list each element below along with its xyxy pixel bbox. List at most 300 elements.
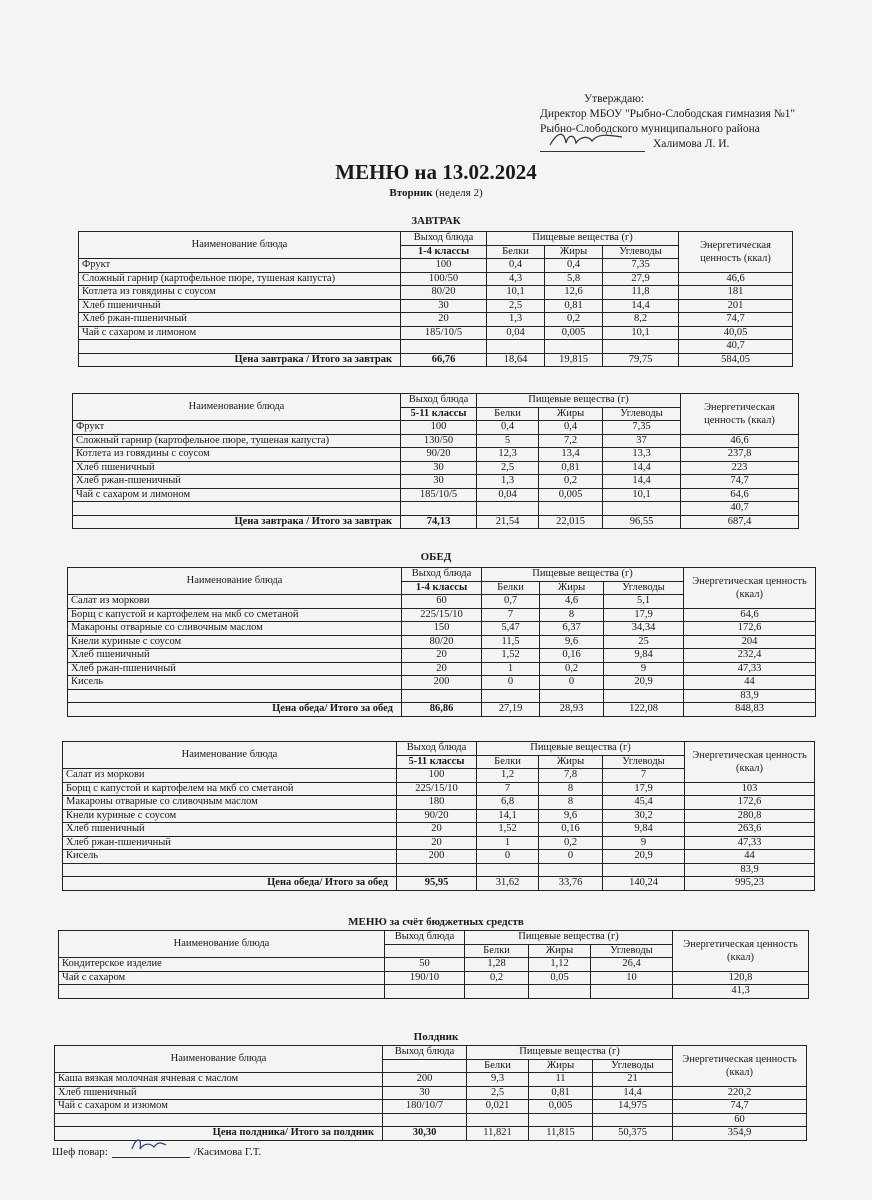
dish-energy: 237,8: [681, 448, 799, 462]
dish-yield: 180/10/7: [383, 1100, 467, 1114]
dish-yield: 190/10: [385, 971, 465, 985]
dish-carbs: [603, 863, 685, 877]
header-yield: Выход блюда: [385, 931, 465, 945]
dish-protein: 0,04: [477, 488, 539, 502]
header-energy: Энергетическая ценность (ккал): [681, 394, 799, 435]
dish-fat: 13,4: [539, 448, 603, 462]
dish-fat: 7,8: [539, 769, 603, 783]
dish-name: Кисель: [63, 850, 397, 864]
dish-protein: 2,5: [477, 461, 539, 475]
dish-carbs: 17,9: [604, 608, 684, 622]
menu-table: [78, 231, 793, 367]
total-price: 74,13: [401, 515, 477, 529]
dish-fat: 7,2: [539, 434, 603, 448]
header-carbs: Углеводы: [604, 581, 684, 595]
dish-row: [68, 622, 816, 636]
total-energy: 848,83: [684, 703, 816, 717]
header-protein: Белки: [477, 755, 539, 769]
dish-row: [68, 635, 816, 649]
dish-protein: 14,1: [477, 809, 539, 823]
dish-protein: 1: [482, 662, 540, 676]
dish-energy: 60: [673, 1113, 807, 1127]
menu-table: [72, 393, 799, 529]
header-yield: Выход блюда: [383, 1046, 467, 1060]
total-label: Цена обеда/ Итого за обед: [68, 703, 402, 717]
dish-protein: 0: [477, 850, 539, 864]
total-fat: 11,815: [529, 1127, 593, 1141]
dish-row: [73, 461, 799, 475]
menu-table: [67, 567, 816, 717]
dish-fat: 0: [540, 676, 604, 690]
dish-row: [73, 434, 799, 448]
dish-row: [73, 488, 799, 502]
header-fat: Жиры: [539, 755, 603, 769]
section-snack: Полдник: [413, 1031, 459, 1043]
dish-energy: 263,6: [685, 823, 815, 837]
total-row: [79, 353, 793, 367]
total-price: 95,95: [397, 877, 477, 891]
dish-name: Хлеб ржан-пшеничный: [73, 475, 401, 489]
header-energy: Энергетическая ценность (ккал): [684, 568, 816, 609]
dish-fat: 0,005: [545, 326, 603, 340]
dish-energy: 232,4: [684, 649, 816, 663]
dish-protein: 0,4: [487, 259, 545, 273]
dish-protein: 1,2: [477, 769, 539, 783]
dish-fat: 0,2: [540, 662, 604, 676]
dish-carbs: 21: [593, 1073, 673, 1087]
chef-signature-block: [52, 1143, 261, 1158]
total-label: Цена завтрака / Итого за завтрак: [73, 515, 401, 529]
dish-yield: 130/50: [401, 434, 477, 448]
dish-protein: 4,3: [487, 272, 545, 286]
signature-icon: [548, 129, 628, 151]
dish-carbs: 14,4: [593, 1086, 673, 1100]
dish-row: [59, 971, 809, 985]
dish-energy: 64,6: [681, 488, 799, 502]
dish-fat: 0,005: [529, 1100, 593, 1114]
header-row: [68, 568, 816, 582]
dish-carbs: 13,3: [603, 448, 681, 462]
dish-carbs: 25: [604, 635, 684, 649]
total-energy: 354,9: [673, 1127, 807, 1141]
header-dish-name: Наименование блюда: [59, 931, 385, 958]
dish-protein: 0,2: [465, 971, 529, 985]
dish-fat: 8: [539, 796, 603, 810]
header-fat: Жиры: [540, 581, 604, 595]
header-row: [63, 742, 815, 756]
dish-name: Чай с сахаром и лимоном: [73, 488, 401, 502]
dish-energy: 120,8: [673, 971, 809, 985]
dish-fat: 0,81: [539, 461, 603, 475]
dish-fat: 0: [539, 850, 603, 864]
approval-line-3: Рыбно-Слободского муниципального района: [540, 123, 760, 135]
dish-carbs: 9: [604, 662, 684, 676]
dish-energy: 204: [684, 635, 816, 649]
header-row: [55, 1046, 807, 1060]
dish-protein: 1,52: [477, 823, 539, 837]
dish-protein: 12,3: [477, 448, 539, 462]
dish-protein: 1,3: [477, 475, 539, 489]
dish-carbs: 9,84: [603, 823, 685, 837]
dish-row: [63, 782, 815, 796]
dish-yield: 60: [402, 595, 482, 609]
total-protein: 21,54: [477, 515, 539, 529]
dish-row: [79, 286, 793, 300]
header-dish-name: Наименование блюда: [55, 1046, 383, 1073]
dish-name: [55, 1113, 383, 1127]
dish-carbs: 45,4: [603, 796, 685, 810]
header-energy: Энергетическая ценность (ккал): [679, 232, 793, 273]
dish-row: [55, 1100, 807, 1114]
dish-name: Салат из моркови: [68, 595, 402, 609]
dish-yield: 185/10/5: [401, 326, 487, 340]
dish-row: [68, 608, 816, 622]
dish-yield: [397, 863, 477, 877]
dish-protein: 1: [477, 836, 539, 850]
dish-carbs: 27,9: [603, 272, 679, 286]
dish-fat: 11: [529, 1073, 593, 1087]
dish-energy: 40,7: [679, 340, 793, 354]
dish-protein: [487, 340, 545, 354]
subtitle-day: Вторник: [389, 187, 433, 199]
header-dish-name: Наименование блюда: [63, 742, 397, 769]
dish-name: Хлеб ржан-пшеничный: [68, 662, 402, 676]
dish-protein: [467, 1113, 529, 1127]
approval-block: [540, 92, 840, 152]
total-carbs: 50,375: [593, 1127, 673, 1141]
dish-carbs: 9,84: [604, 649, 684, 663]
header-yield: Выход блюда: [402, 568, 482, 582]
dish-name: Кондитерское изделие: [59, 958, 385, 972]
dish-energy: 44: [685, 850, 815, 864]
header-yield: Выход блюда: [401, 394, 477, 408]
dish-name: Хлеб пшеничный: [79, 299, 401, 313]
dish-carbs: 9: [603, 836, 685, 850]
dish-yield: 200: [402, 676, 482, 690]
section-breakfast: ЗАВТРАК: [411, 215, 461, 227]
dish-energy: 74,7: [681, 475, 799, 489]
total-price: 66,76: [401, 353, 487, 367]
header-carbs: Углеводы: [603, 245, 679, 259]
dish-protein: 9,3: [467, 1073, 529, 1087]
dish-row: [63, 863, 815, 877]
dish-fat: 0,2: [539, 836, 603, 850]
dish-name: Кнели куриные с соусом: [63, 809, 397, 823]
dish-row: [63, 796, 815, 810]
director-signature: [540, 137, 645, 152]
dish-energy: 47,33: [684, 662, 816, 676]
dish-fat: 9,6: [540, 635, 604, 649]
dish-fat: [539, 863, 603, 877]
dish-row: [73, 448, 799, 462]
dish-energy: 74,7: [679, 313, 793, 327]
header-protein: Белки: [477, 407, 539, 421]
dish-name: Кнели куриные с соусом: [68, 635, 402, 649]
dish-yield: 80/20: [402, 635, 482, 649]
dish-yield: [401, 502, 477, 516]
dish-yield: 30: [401, 475, 477, 489]
total-fat: 28,93: [540, 703, 604, 717]
dish-yield: [402, 689, 482, 703]
dish-fat: 0,05: [529, 971, 591, 985]
header-row: [59, 931, 809, 945]
dish-name: Котлета из говядины с соусом: [73, 448, 401, 462]
header-energy: Энергетическая ценность (ккал): [673, 1046, 807, 1087]
approval-line-2: Директор МБОУ "Рыбно-Слободская гимназия №1": [540, 108, 796, 120]
dish-yield: 225/15/10: [397, 782, 477, 796]
dish-yield: 20: [401, 313, 487, 327]
dish-protein: 0,7: [482, 595, 540, 609]
dish-fat: 0,16: [539, 823, 603, 837]
dish-row: [79, 340, 793, 354]
dish-carbs: [591, 985, 673, 999]
dish-energy: 74,7: [673, 1100, 807, 1114]
dish-carbs: 34,34: [604, 622, 684, 636]
dish-energy: 220,2: [673, 1086, 807, 1100]
dish-energy: 41,3: [673, 985, 809, 999]
dish-carbs: 5,1: [604, 595, 684, 609]
header-carbs: Углеводы: [591, 944, 673, 958]
dish-fat: [540, 689, 604, 703]
dish-energy: 201: [679, 299, 793, 313]
dish-carbs: 7,35: [603, 259, 679, 273]
dish-fat: 1,12: [529, 958, 591, 972]
dish-energy: 83,9: [684, 689, 816, 703]
dish-protein: 11,5: [482, 635, 540, 649]
header-nutrients: Пищевые вещества (г): [487, 232, 679, 246]
section-budget: МЕНЮ за счёт бюджетных средств: [348, 916, 524, 928]
dish-energy: 280,8: [685, 809, 815, 823]
dish-name: Хлеб ржан-пшеничный: [63, 836, 397, 850]
menu-table: [62, 741, 815, 891]
dish-fat: 8: [539, 782, 603, 796]
dish-name: Макароны отварные со сливочным маслом: [68, 622, 402, 636]
dish-carbs: 10,1: [603, 326, 679, 340]
dish-fat: [539, 502, 603, 516]
dish-carbs: 14,975: [593, 1100, 673, 1114]
dish-protein: 1,28: [465, 958, 529, 972]
dish-name: Хлеб пшеничный: [63, 823, 397, 837]
header-energy: Энергетическая ценность (ккал): [673, 931, 809, 972]
dish-yield: 30: [383, 1086, 467, 1100]
dish-carbs: 7,35: [603, 421, 681, 435]
dish-energy: 223: [681, 461, 799, 475]
grade-label: 1-4 классы: [401, 245, 487, 259]
dish-protein: 5: [477, 434, 539, 448]
dish-carbs: 14,4: [603, 475, 681, 489]
header-fat: Жиры: [545, 245, 603, 259]
total-protein: 18,64: [487, 353, 545, 367]
dish-row: [68, 649, 816, 663]
dish-name: Хлеб пшеничный: [73, 461, 401, 475]
total-protein: 11,821: [467, 1127, 529, 1141]
dish-protein: 2,5: [487, 299, 545, 313]
dish-carbs: 10,1: [603, 488, 681, 502]
dish-name: Хлеб пшеничный: [68, 649, 402, 663]
header-nutrients: Пищевые вещества (г): [482, 568, 684, 582]
header-fat: Жиры: [539, 407, 603, 421]
dish-yield: [383, 1113, 467, 1127]
dish-carbs: 14,4: [603, 299, 679, 313]
dish-row: [68, 662, 816, 676]
header-row: [79, 232, 793, 246]
approval-line-1: Утверждаю:: [584, 93, 645, 105]
header-protein: Белки: [482, 581, 540, 595]
dish-row: [79, 313, 793, 327]
header-protein: Белки: [467, 1059, 529, 1073]
dish-carbs: 10: [591, 971, 673, 985]
dish-energy: 40,7: [681, 502, 799, 516]
total-protein: 27,19: [482, 703, 540, 717]
header-yield: Выход блюда: [401, 232, 487, 246]
dish-name: Чай с сахаром и лимоном: [79, 326, 401, 340]
dish-carbs: [603, 502, 681, 516]
grade-label: 1-4 классы: [402, 581, 482, 595]
dish-row: [63, 809, 815, 823]
chef-signature: [112, 1143, 190, 1158]
dish-yield: 20: [402, 662, 482, 676]
dish-fat: 9,6: [539, 809, 603, 823]
dish-protein: 0,021: [467, 1100, 529, 1114]
dish-carbs: 17,9: [603, 782, 685, 796]
dish-name: Чай с сахаром: [59, 971, 385, 985]
dish-protein: [482, 689, 540, 703]
dish-name: Хлеб ржан-пшеничный: [79, 313, 401, 327]
dish-yield: [385, 985, 465, 999]
dish-name: [68, 689, 402, 703]
dish-energy: 46,6: [681, 434, 799, 448]
dish-fat: 0,16: [540, 649, 604, 663]
dish-name: [59, 985, 385, 999]
dish-fat: [529, 985, 591, 999]
dish-energy: 64,6: [684, 608, 816, 622]
dish-carbs: 30,2: [603, 809, 685, 823]
dish-fat: [545, 340, 603, 354]
dish-fat: 0,2: [539, 475, 603, 489]
header-nutrients: Пищевые вещества (г): [465, 931, 673, 945]
dish-yield: 100/50: [401, 272, 487, 286]
dish-carbs: 11,8: [603, 286, 679, 300]
section-lunch: ОБЕД: [420, 551, 452, 563]
menu-table: [58, 930, 809, 999]
dish-row: [55, 1086, 807, 1100]
dish-yield: 100: [401, 259, 487, 273]
header-dish-name: Наименование блюда: [79, 232, 401, 259]
approval-signature-row: [540, 137, 840, 152]
dish-energy: 172,6: [684, 622, 816, 636]
dish-row: [79, 272, 793, 286]
header-fat: Жиры: [529, 944, 591, 958]
header-carbs: Углеводы: [603, 755, 685, 769]
dish-protein: 10,1: [487, 286, 545, 300]
dish-protein: [477, 863, 539, 877]
dish-name: Сложный гарнир (картофельное пюре, тушеная капуста): [79, 272, 401, 286]
dish-carbs: 8,2: [603, 313, 679, 327]
dish-row: [73, 475, 799, 489]
dish-name: Фрукт: [73, 421, 401, 435]
dish-name: Сложный гарнир (картофельное пюре, тушеная капуста): [73, 434, 401, 448]
total-fat: 19,815: [545, 353, 603, 367]
dish-carbs: 7: [603, 769, 685, 783]
chef-name: /Касимова Г.Т.: [193, 1146, 262, 1158]
dish-yield: 20: [402, 649, 482, 663]
page-subtitle: [0, 187, 872, 199]
grade-label: [383, 1059, 467, 1073]
total-energy: 995,23: [685, 877, 815, 891]
dish-fat: 0,81: [545, 299, 603, 313]
dish-fat: 5,8: [545, 272, 603, 286]
header-dish-name: Наименование блюда: [73, 394, 401, 421]
dish-yield: 200: [397, 850, 477, 864]
dish-yield: 20: [397, 823, 477, 837]
total-carbs: 140,24: [603, 877, 685, 891]
header-yield: Выход блюда: [397, 742, 477, 756]
header-row: [73, 394, 799, 408]
menu-table: [54, 1045, 807, 1141]
dish-protein: 2,5: [467, 1086, 529, 1100]
dish-name: Макароны отварные со сливочным маслом: [63, 796, 397, 810]
total-fat: 33,76: [539, 877, 603, 891]
dish-yield: 180: [397, 796, 477, 810]
total-price: 30,30: [383, 1127, 467, 1141]
dish-energy: 83,9: [685, 863, 815, 877]
dish-yield: 100: [397, 769, 477, 783]
dish-fat: 12,6: [545, 286, 603, 300]
dish-fat: 4,6: [540, 595, 604, 609]
dish-yield: 200: [383, 1073, 467, 1087]
dish-energy: 40,05: [679, 326, 793, 340]
total-label: Цена обеда/ Итого за обед: [63, 877, 397, 891]
dish-carbs: [604, 689, 684, 703]
dish-fat: 0,2: [545, 313, 603, 327]
dish-row: [63, 823, 815, 837]
dish-row: [63, 850, 815, 864]
total-energy: 687,4: [681, 515, 799, 529]
dish-name: Борщ с капустой и картофелем на мкб со сметаной: [68, 608, 402, 622]
dish-yield: 90/20: [401, 448, 477, 462]
dish-yield: 100: [401, 421, 477, 435]
dish-protein: 0: [482, 676, 540, 690]
dish-yield: 90/20: [397, 809, 477, 823]
dish-yield: 30: [401, 461, 477, 475]
dish-name: Кисель: [68, 676, 402, 690]
dish-row: [59, 985, 809, 999]
dish-row: [68, 689, 816, 703]
total-carbs: 96,55: [603, 515, 681, 529]
dish-name: Хлеб пшеничный: [55, 1086, 383, 1100]
dish-energy: 181: [679, 286, 793, 300]
dish-row: [79, 326, 793, 340]
dish-row: [55, 1113, 807, 1127]
dish-row: [63, 836, 815, 850]
dish-energy: 44: [684, 676, 816, 690]
total-row: [73, 515, 799, 529]
dish-protein: 0,04: [487, 326, 545, 340]
dish-carbs: 20,9: [603, 850, 685, 864]
dish-energy: 46,6: [679, 272, 793, 286]
dish-energy: 172,6: [685, 796, 815, 810]
header-nutrients: Пищевые вещества (г): [477, 394, 681, 408]
dish-fat: 0,005: [539, 488, 603, 502]
dish-name: Каша вязкая молочная ячневая с маслом: [55, 1073, 383, 1087]
dish-carbs: [593, 1113, 673, 1127]
header-nutrients: Пищевые вещества (г): [467, 1046, 673, 1060]
dish-name: [73, 502, 401, 516]
header-protein: Белки: [465, 944, 529, 958]
dish-name: Котлета из говядины с соусом: [79, 286, 401, 300]
dish-protein: 0,4: [477, 421, 539, 435]
header-carbs: Углеводы: [593, 1059, 673, 1073]
